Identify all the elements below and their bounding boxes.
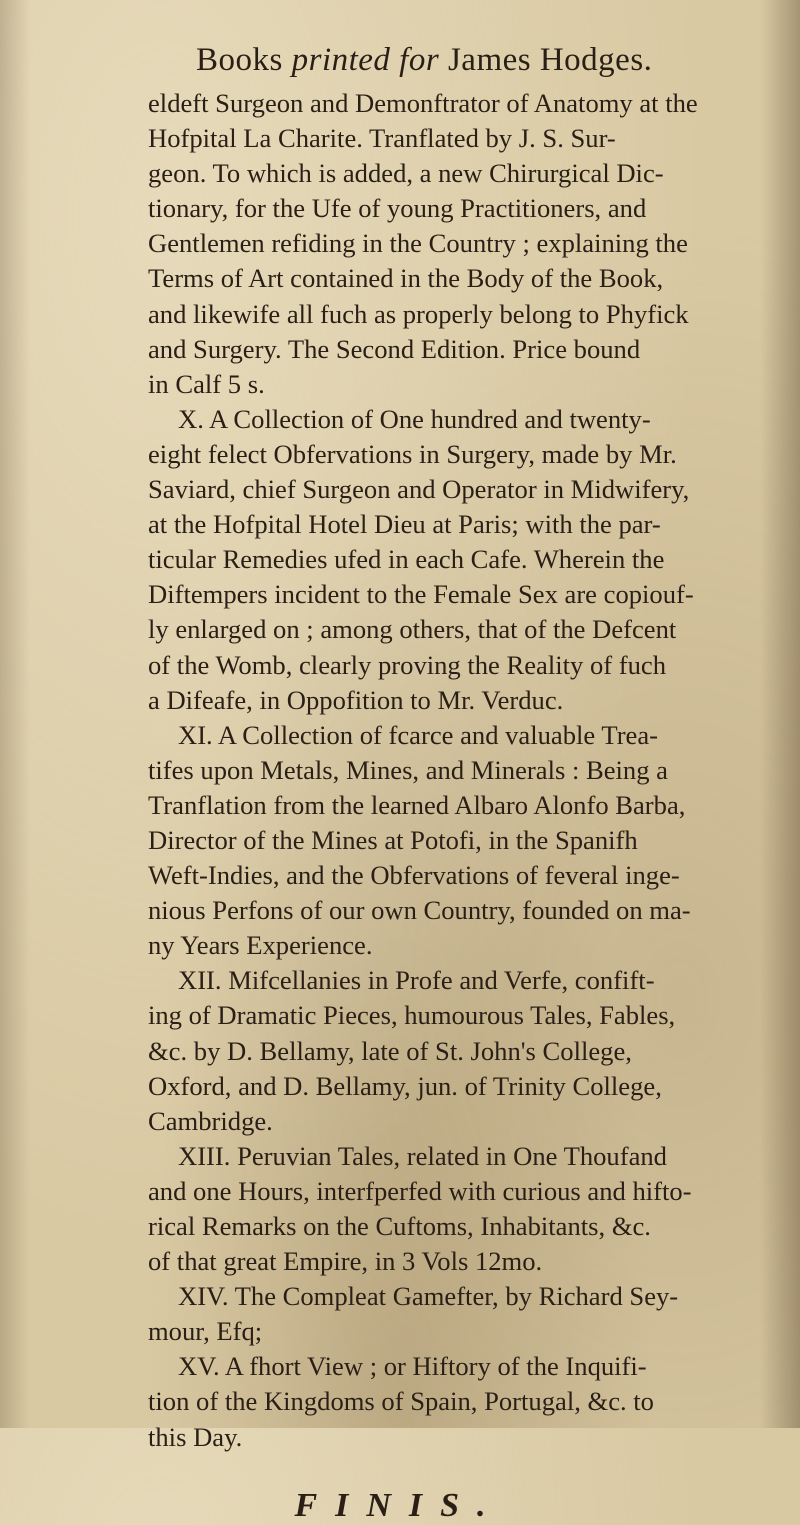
running-head-italic: printed for [291, 42, 440, 78]
text-line: XIV. The Compleat Gamefter, by Richard Sey- [178, 1281, 679, 1312]
text-line: ny Years Experience. [148, 930, 373, 961]
running-head [148, 38, 770, 82]
text-line: eldeft Surgeon and Demonftrator of Anatomy at the [148, 88, 698, 118]
text-line: this Day. [148, 1421, 243, 1452]
text-line: Diftempers incident to the Female Sex are copiouf- [148, 579, 694, 610]
text-line: at the Hofpital Hotel Dieu at Paris; with the par- [148, 509, 661, 540]
text-line: &c. by D. Bellamy, late of St. John's College, [148, 1035, 632, 1066]
text-line: of that great Empire, in 3 Vols 12mo. [148, 1246, 543, 1277]
text-line: Weft-Indies, and the Obfervations of feveral inge- [148, 860, 680, 891]
text-line: a Difeafe, in Oppofition to Mr. Verduc. [148, 684, 564, 715]
text-line: and Surgery. The Second Edition. Price bound [148, 333, 641, 364]
text-line: XV. A fhort View ; or Hiftory of the Inquifi- [178, 1351, 647, 1382]
text-line: in Calf 5 s. [148, 368, 265, 399]
text-line: ticular Remedies ufed in each Cafe. Wherein the [148, 544, 665, 575]
text-line: ing of Dramatic Pieces, humourous Tales, Fables, [148, 1000, 676, 1031]
text-line: Director of the Mines at Potofi, in the Spanifh [148, 824, 638, 855]
text-line: and one Hours, interfperfed with curious and hifto- [148, 1175, 692, 1206]
finis-mark: FINIS. [294, 1486, 504, 1524]
text-line: Hofpital La Charite. Tranflated by J. S. Sur- [148, 123, 616, 154]
text-line: eight felect Obfervations in Surgery, made by Mr. [148, 438, 677, 469]
advertisement-text [148, 86, 770, 1455]
text-line: tifes upon Metals, Mines, and Minerals : Being a [148, 754, 668, 785]
text-line: ly enlarged on ; among others, that of the Defcent [148, 614, 677, 645]
text-line: geon. To which is added, a new Chirurgical Dic- [148, 158, 664, 189]
text-line: Saviard, chief Surgeon and Operator in Midwifery, [148, 474, 690, 505]
text-line: mour, Efq; [148, 1316, 263, 1347]
text-line: Cambridge. [148, 1105, 273, 1136]
running-head-suffix: James Hodges. [439, 42, 653, 78]
text-line: tion of the Kingdoms of Spain, Portugal, &c. to [148, 1386, 654, 1417]
text-line: Terms of Art contained in the Body of the Book, [148, 263, 664, 294]
text-line: of the Womb, clearly proving the Reality of fuch [148, 649, 667, 680]
text-line: nious Perfons of our own Country, founded on ma- [148, 895, 691, 926]
text-line: Oxford, and D. Bellamy, jun. of Trinity College, [148, 1070, 662, 1101]
text-line: rical Remarks on the Cuftoms, Inhabitants, &c. [148, 1211, 651, 1241]
text-line: X. A Collection of One hundred and twenty- [178, 403, 651, 434]
text-line: Tranflation from the learned Albaro Alonfo Barba, [148, 789, 686, 820]
text-line: tionary, for the Ufe of young Practitioners, and [148, 193, 647, 224]
running-head-prefix: Books [196, 42, 292, 78]
text-line: Gentlemen refiding in the Country ; explaining the [148, 228, 688, 259]
text-line: XII. Mifcellanies in Profe and Verfe, confift- [178, 965, 655, 996]
text-line: XIII. Peruvian Tales, related in One Thoufand [178, 1140, 667, 1171]
text-line: and likewife all fuch as properly belong to Phyfick [148, 298, 689, 329]
text-line: XI. A Collection of fcarce and valuable Trea- [178, 719, 659, 750]
